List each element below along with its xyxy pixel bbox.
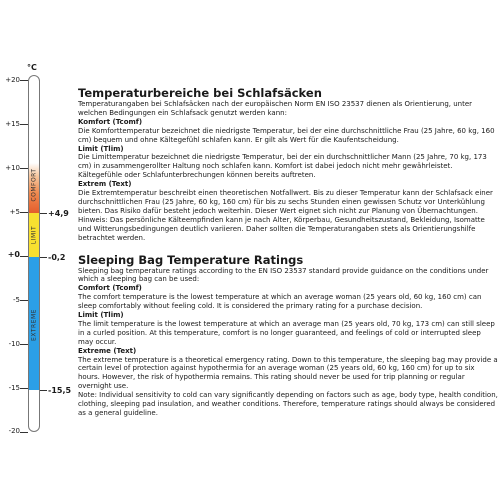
comfort-zone-label: COMFORT [30,168,38,202]
comfort-threshold: +4,9 [48,209,69,218]
tick-label-zero: +0 [7,250,20,259]
limit-threshold: -0,2 [48,253,66,262]
tick-label: -10 [8,340,20,348]
tick-mark [20,124,28,125]
tick-mark [20,168,28,169]
english-comfort-text: The comfort temperature is the lowest temperature at which an average woman (25 years old, 60 kg, 160 cm) can sleep comfortably without feeling cold. It is considered the primary rating for a purchase decision. [78,293,482,311]
german-extreme-text: Die Extremtemperatur beschreibt einen theoretischen Notfallwert. Bis zu dieser Temperatur kann der Schlafsack einer durchschnittlichen Frau (25 Jahre, 60 kg, 160 cm) für bis zu sechs Stunden einen gewissen Schutz vor Unterkühlung bieten. Das Risiko dafür besteht jedoch weiterhin. Dieser Wert eignet sich nicht zur Planung von Übernachtungen. [78,189,493,215]
english-limit-text: The limit temperature is the lowest temperature at which an average man (25 years old, 70 kg, 173 cm) can still sleep in a curled position. At this temperature, comfort is no longer guaranteed, and feelings of cold or interrupted sleep may occur. [78,319,495,346]
german-section [78,86,498,243]
temperature-scale [0,0,76,500]
tick-label: +20 [5,76,20,84]
english-title: Sleeping Bag Temperature Ratings [78,252,304,267]
english-comfort-term: Comfort (Tcomf) [78,284,142,293]
tick-label: +5 [9,208,20,216]
tick-mark [20,388,28,389]
tick-mark [20,300,28,301]
english-note: Note: Individual sensitivity to cold can vary significantly depending on factors such as age, body type, health condition, clothing, sleeping pad insulation, and weather conditions. Therefore, temperature ratings should always be considered as a general guideline. [78,391,498,417]
extreme-threshold: -15,5 [48,386,72,395]
german-comfort-text: Die Komforttemperatur bezeichnet die niedrigste Temperatur, bei der eine durchschnittliche Frau (25 Jahre, 60 kg, 160 cm) bequem und ohne Kältegefühl schlafen kann. Er gilt als Wert für die Kaufentscheidung. [78,126,495,144]
tick-label: -20 [8,427,20,435]
english-intro: Sleeping bag temperature ratings according to the EN ISO 23537 standard provide guidance on the conditions under which a sleeping bag can be used: [78,266,489,284]
german-comfort-term: Komfort (Tcomf) [78,117,143,126]
tick-mark [20,80,28,81]
threshold-tick [40,257,47,258]
threshold-tick [40,390,47,391]
english-extreme-term: Extreme (Text) [78,346,137,355]
ratings-text [78,86,498,418]
tick-mark [20,256,28,257]
german-extreme-term: Extrem (Text) [78,180,132,189]
threshold-tick [40,213,47,214]
english-limit-term: Limit (Tlim) [78,311,124,320]
german-limit-term: Limit (Tlim) [78,144,124,153]
tick-mark [20,432,28,433]
german-intro: Temperaturangaben bei Schlafsäcken nach der europäischen Norm EN ISO 23537 dienen als Orientierung, unter welchen Bedingungen ein Schlafsack genutzt werden kann: [78,100,473,117]
tick-label: -5 [13,296,20,304]
german-limit-text: Die Limittemperatur bezeichnet die niedrigste Temperatur, bei der ein durchschnittlicher Mann (25 Jahre, 70 kg, 173 cm) in zusammengerollter Haltung noch schlafen kann. Komfort ist dabei jedoch nicht mehr gewährleistet. Kältegefühle oder Schlafunterbrechungen können bereits auftreten. [78,153,487,180]
tick-mark [20,212,28,213]
limit-zone-label: LIMIT [30,225,38,245]
tick-mark [20,344,28,345]
extreme-zone-label: EXTREME [30,309,38,341]
tick-label: -15 [8,384,20,392]
german-note: Hinweis: Das persönliche Kälteempfinden kann je nach Alter, Körperbau, Gesundheitszustand, Bekleidung, Isomatte und Witterungsbedingungen deutlich variieren. Daher sollten die Temperaturangaben stets als Orientierungshilfe betrachtet werden. [78,215,485,242]
english-extreme-text: The extreme temperature is a theoretical emergency rating. Down to this temperature, the sleeping bag may provide a certain level of protection against hypothermia for an average woman (25 years old, 60 kg, 160 cm) for up to six hours. However, the risk of hypothermia remains. This rating should never be used for trip planning or regular overnight use. [78,355,498,391]
english-section [78,253,498,418]
tick-label: +10 [5,164,20,172]
unit-label: °C [27,63,37,72]
tick-label: +15 [5,120,20,128]
german-title: Temperaturbereiche bei Schlafsäcken [78,86,322,100]
